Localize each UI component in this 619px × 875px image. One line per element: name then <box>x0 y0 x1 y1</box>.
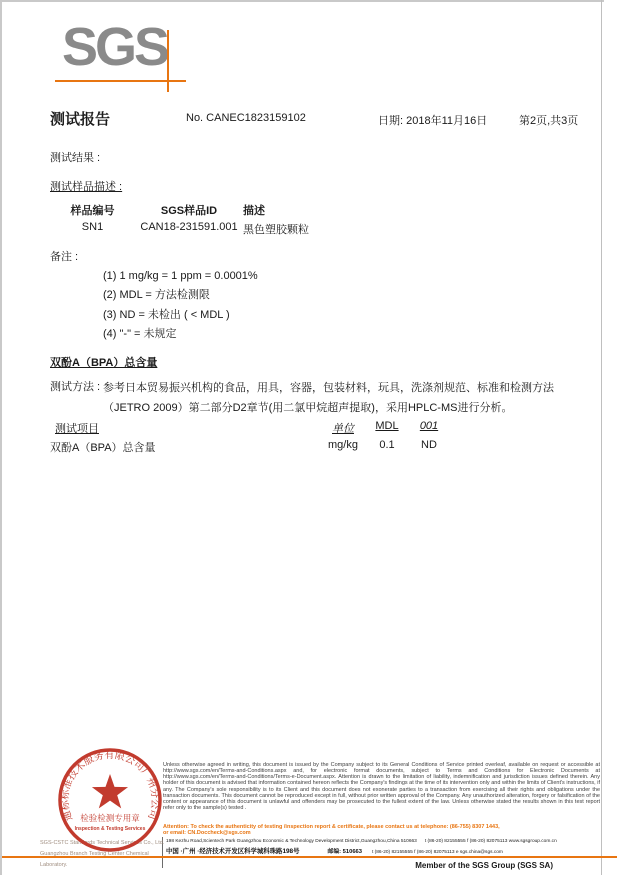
page-indicator: 第2页,共3页 <box>519 115 579 127</box>
notes-list <box>103 267 258 345</box>
sgs-logo: SGS <box>62 17 168 77</box>
note-item: (3) ND = 未检出 ( < MDL ) <box>103 308 230 321</box>
sample-table-header-desc: 描述 <box>243 205 265 217</box>
report-date: 日期: 2018年11月16日 <box>378 115 488 127</box>
result-header-mdl: MDL <box>375 420 399 432</box>
seal-arc-text: 通标标准技术服务有限公司广州分公司 <box>59 749 161 823</box>
sample-id-cell: SN1 <box>81 221 104 233</box>
sgs-member-text: Member of the SGS Group (SGS SA) <box>415 861 553 870</box>
address-en-contact: t (86-20) 82155555 f (86-20) 82075113 www.sgsgroup.com.cn <box>424 839 557 844</box>
seal-center-text-en: Inspection & Testing Services <box>74 826 146 832</box>
notes-label: 备注 : <box>50 251 79 263</box>
result-item-name: 双酚A（BPA）总含量 <box>50 442 156 454</box>
note-item: (4) "-" = 未规定 <box>103 328 177 341</box>
result-header-unit: 单位 <box>332 423 354 435</box>
address-line-cn <box>166 846 600 855</box>
lab-company-name: SGS-CSTC Standards Technical Services Co., Ltd. <box>40 840 165 846</box>
address-cn-contact: t (86-20) 82155555 f (86-20) 82075113 e sgs.china@sgs.com <box>372 850 503 855</box>
sample-description-title: 测试样品描述 : <box>50 181 123 193</box>
address-line-en <box>166 839 600 844</box>
result-mdl-value: 0.1 <box>379 439 395 451</box>
test-results-label: 测试结果 : <box>50 152 101 164</box>
seal-center-text-cn: 检验检测专用章 <box>80 813 140 823</box>
page-edge-right <box>601 0 602 875</box>
result-header-sample-001: 001 <box>419 420 439 432</box>
sample-table-header-id: 样品编号 <box>70 205 115 217</box>
result-unit-value: mg/kg <box>328 439 358 451</box>
sgs-sample-id-cell: CAN18-231591.001 <box>140 221 238 233</box>
address-cn-text: 中国 ·广州 ·经济技术开发区科学城科珠路198号 <box>166 848 300 855</box>
legal-disclaimer-text: Unless otherwise agreed in writing, this document is issued by the Company subject to its General Conditions of Service printed overleaf, available on request or accessible at http://www.sgs.com/en/Terms-and-Conditions.aspx and, for electronic format documents, subject to Terms and Conditions for Electronic Documents at http://www.sgs.com/en/Terms-and-Conditions/Terms-e-Document.aspx. Attention is drawn to the limitation of liability, indemnification and jurisdiction issues defined therein. Any holder of this document is advised that information contained hereon reflects the Company's findings at the time of its intervention only and within the limits of Client's instructions, if any. The Company's sole responsibility is to its Client and this document does not exonerate parties to a transaction from exercising all their rights and obligations under the transaction documents. This document cannot be reproduced except in full, without prior written approval of the Company. Any unauthorized alteration, forgery or falsification of the content or appearance of this document is unlawful and offenders may be prosecuted to the fullest extent of the law. Unless otherwise stated the results shown in this test report refer only to the sample(s) tested . <box>163 762 600 812</box>
test-method-label: 测试方法 : <box>50 381 101 393</box>
address-en-text: 198 Kezhu Road,Scientech Park Guangzhou Economic & Technology Development District,Guangzhou,China 510663 <box>166 839 417 844</box>
report-number: No. CANEC1823159102 <box>186 112 306 124</box>
attention-line2: or email: CN.Doccheck@sgs.com <box>163 830 251 837</box>
logo-vertical-rule <box>167 30 169 92</box>
sample-table-header-sgs-id: SGS样品ID <box>160 205 218 217</box>
page-edge-top <box>0 0 604 2</box>
note-item: (2) MDL = 方法检测限 <box>103 289 210 302</box>
address-cn-postcode: 邮编: 510663 <box>327 849 362 855</box>
attention-line1: Attention: To check the authenticity of testing /inspection report & certificate, please contact us at telephone: (86-755) 8307 1443, <box>163 824 500 830</box>
seal-star-icon <box>92 774 128 808</box>
note-item: (1) 1 mg/kg = 1 ppm = 0.0001% <box>103 270 258 282</box>
bpa-section-title: 双酚A（BPA）总含量 <box>50 357 158 369</box>
test-method-text: 参考日本贸易振兴机构的食品，用具，容器，包装材料，玩具，洗涤剂规范、标准和检测方法（JETRO 2009）第二部分D2章节(用二氯甲烷超声提取)，采用HPLC-MS进行分析。 <box>103 382 554 414</box>
result-nd-value: ND <box>421 439 437 451</box>
attention-notice <box>163 824 600 837</box>
result-header-item: 测试项目 <box>55 423 99 435</box>
page-edge-left <box>0 0 2 875</box>
inspection-seal <box>56 746 164 854</box>
sample-desc-cell: 黑色塑胶颗粒 <box>243 224 309 236</box>
page-title: 测试报告 <box>50 111 111 128</box>
lab-branch-name: Guangzhou Branch Testing Center Chemical Laboratory. <box>40 851 149 868</box>
